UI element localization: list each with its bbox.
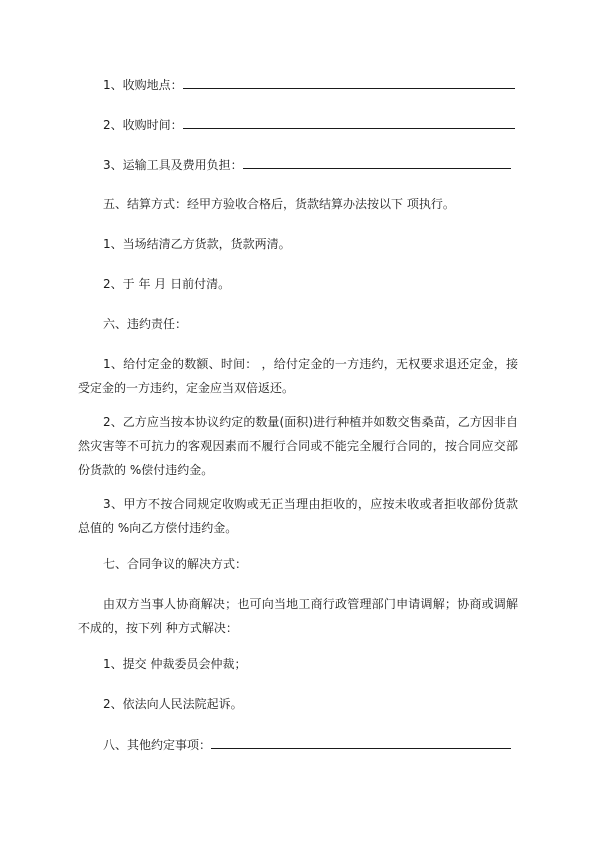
breach-clause-2: 2、乙方应当按本协议约定的数量(面积)进行种植并如数交售桑苗，乙方因非自然灾害等不可抗力的客观因素而不履行合同或不能完全履行合同的，按合同应交部份货款的 %偿付违约金。 — [78, 415, 518, 477]
transport-line — [103, 156, 511, 173]
dispute-text: 由双方当事人协商解决；也可向当地工商行政管理部门申请调解；协商或调解不成的，按下列 种方式解决： — [78, 597, 518, 635]
settlement-heading: 五、结算方式：经甲方验收合格后，货款结算办法按以下 项执行。 — [103, 197, 455, 211]
settlement-option-2: 2、于 年 月 日前付清。 — [103, 277, 231, 291]
purchase-time-line — [103, 116, 515, 133]
transport-blank — [243, 156, 511, 169]
other-terms-label: 八、其他约定事项： — [103, 738, 212, 752]
other-terms-line — [103, 736, 511, 753]
purchase-place-line — [103, 76, 515, 93]
breach-clause-1: 1、给付定金的数额、时间： ，给付定金的一方违约，无权要求退还定金，接受定金的一方违约，定金应当双倍返还。 — [78, 357, 518, 395]
other-terms-blank — [211, 736, 511, 749]
transport-label: 3、运输工具及费用负担： — [103, 158, 243, 172]
purchase-place-label: 1、收购地点： — [103, 78, 183, 92]
dispute-option-1: 1、提交 仲裁委员会仲裁； — [103, 657, 247, 671]
purchase-place-blank — [183, 76, 515, 89]
breach-clause-3: 3、甲方不按合同规定收购或无正当理由拒收的，应按未收或者拒收部份货款总值的 %向乙方偿付违约金。 — [78, 497, 518, 535]
purchase-time-label: 2、收购时间： — [103, 118, 183, 132]
purchase-time-blank — [183, 116, 515, 129]
dispute-heading: 七、合同争议的解决方式： — [103, 557, 248, 571]
breach-heading: 六、违约责任： — [103, 317, 188, 331]
settlement-option-1: 1、当场结清乙方货款，货款两清。 — [103, 237, 291, 251]
dispute-option-2: 2、依法向人民法院起诉。 — [103, 697, 243, 711]
